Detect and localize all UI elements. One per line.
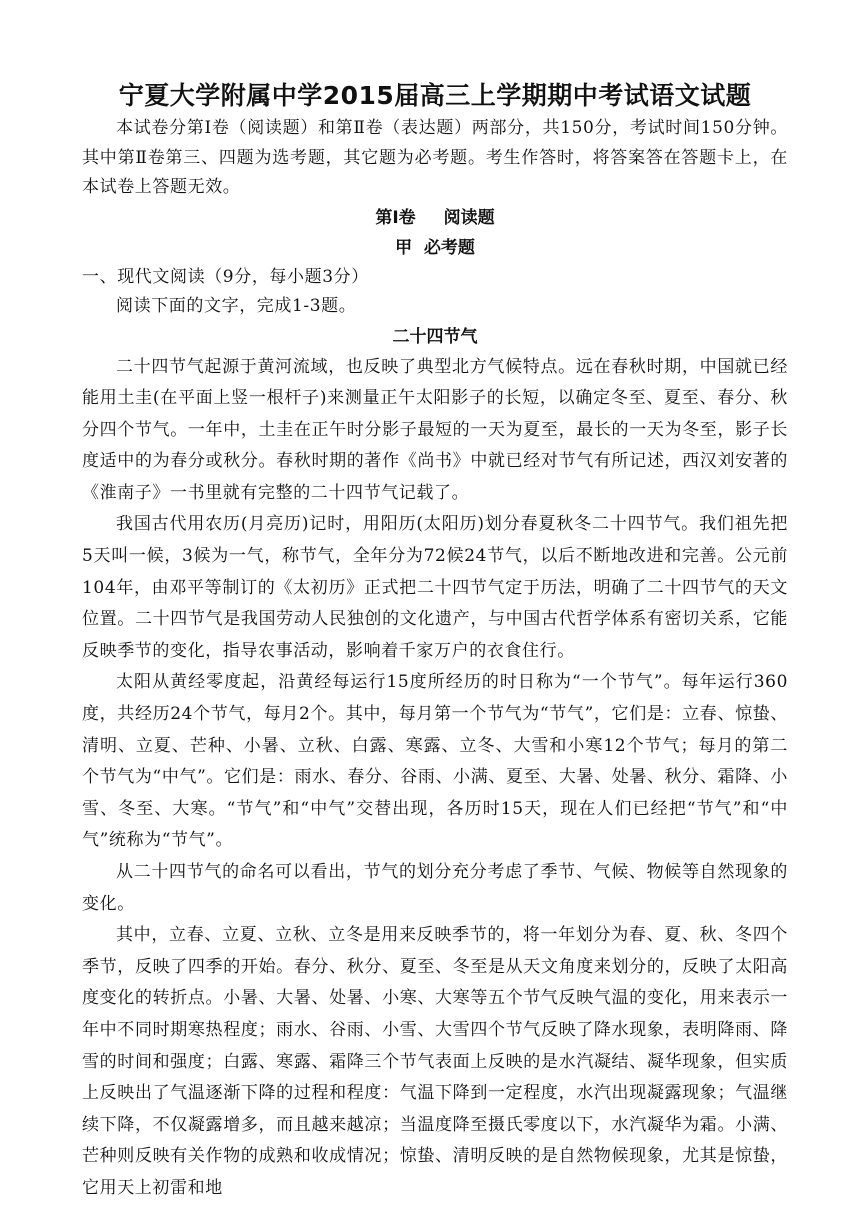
volume-name: 阅读题	[443, 207, 495, 228]
article-paragraph: 二十四节气起源于黄河流域，也反映了典型北方气候特点。远在春秋时期，中国就已经能用土圭(在平面上竖一根杆子)来测量正午太阳影子的长短，以确定冬至、夏至、春分、秋分四个节气。一年中，土圭在正午时分影子最短的一天为夏至，最长的一天为冬至，影子长度适中的为春分或秋分。春秋时期的著作《尚书》中就已经对节气有所记述，西汉刘安著的《淮南子》一书里就有完整的二十四节气记载了。	[82, 356, 788, 503]
volume-heading	[82, 203, 788, 233]
article-paragraph: 从二十四节气的命名可以看出，节气的划分充分考虑了季节、气候、物候等自然现象的变化。	[82, 862, 788, 914]
article-paragraph: 我国古代用农历(月亮历)记时，用阳历(太阳历)划分春夏秋冬二十四节气。我们祖先把5天叫一候，3候为一气，称节气，全年分为72候24节气，以后不断地改进和完善。公元前104年，由邓平等制订的《太初历》正式把二十四节气定于历法，明确了二十四节气的天文位置。二十四节气是我国劳动人民独创的文化遗产，与中国古代哲学体系有密切关系，它能反映季节的变化，指导农事活动，影响着千家万户的衣食住行。	[82, 514, 788, 661]
volume-label: 第Ⅰ卷	[375, 207, 416, 228]
article-title: 二十四节气	[392, 326, 478, 347]
section-prompt: 阅读下面的文字，完成1-3题。	[116, 296, 357, 316]
article-paragraph: 其中，立春、立夏、立秋、立冬是用来反映季节的，将一年划分为春、夏、秋、冬四个季节，反映了四季的开始。春分、秋分、夏至、冬至是从天文角度来划分的，反映了太阳高度变化的转折点。小暑、大暑、处暑、小寒、大寒等五个节气反映气温的变化，用来表示一年中不同时期寒热程度；雨水、谷雨、小雪、大雪四个节气反映了降水现象，表明降雨、降雪的时间和强度；白露、寒露、霜降三个节气表面上反映的是水汽凝结、凝华现象，但实质上反映出了气温逐渐下降的过程和程度：气温下降到一定程度，水汽出现凝露现象；气温继续下降，不仅凝露增多，而且越来越凉；当温度降至摄氏零度以下，水汽凝华为霜。小满、芒种则反映有关作物的成熟和收成情况；惊蛰、清明反映的是自然物候现象，尤其是惊蛰，它用天上初雷和地	[82, 925, 788, 1198]
article-body	[82, 352, 788, 1205]
exam-instructions: 本试卷分第Ⅰ卷（阅读题）和第Ⅱ卷（表达题）两部分，共150分，考试时间150分钟。其中第Ⅱ卷第三、四题为选考题，其它题为必考题。考生作答时，将答案答在答题卡上，在本试卷上答题无效。	[82, 118, 788, 197]
exam-title: 宁夏大学附属中学2015届高三上学期期中考试语文试题	[118, 81, 752, 110]
section-heading: 一、现代文阅读（9分，每小题3分）	[82, 266, 369, 287]
part-title: 甲 必考题	[395, 237, 475, 258]
article-paragraph: 太阳从黄经零度起，沿黄经每运行15度所经历的时日称为“一个节气”。每年运行360度，共经历24个节气，每月2个。其中，每月第一个节气为“节气”，它们是：立春、惊蛰、清明、立夏、芒种、小暑、立秋、白露、寒露、立冬、大雪和小寒12个节气；每月的第二个节气为“中气”。它们是：雨水、春分、谷雨、小满、夏至、大暑、处暑、秋分、霜降、小雪、冬至、大寒。“节气”和“中气”交替出现，各历时15天，现在人们已经把“节气”和“中气”统称为“节气”。	[82, 672, 788, 851]
